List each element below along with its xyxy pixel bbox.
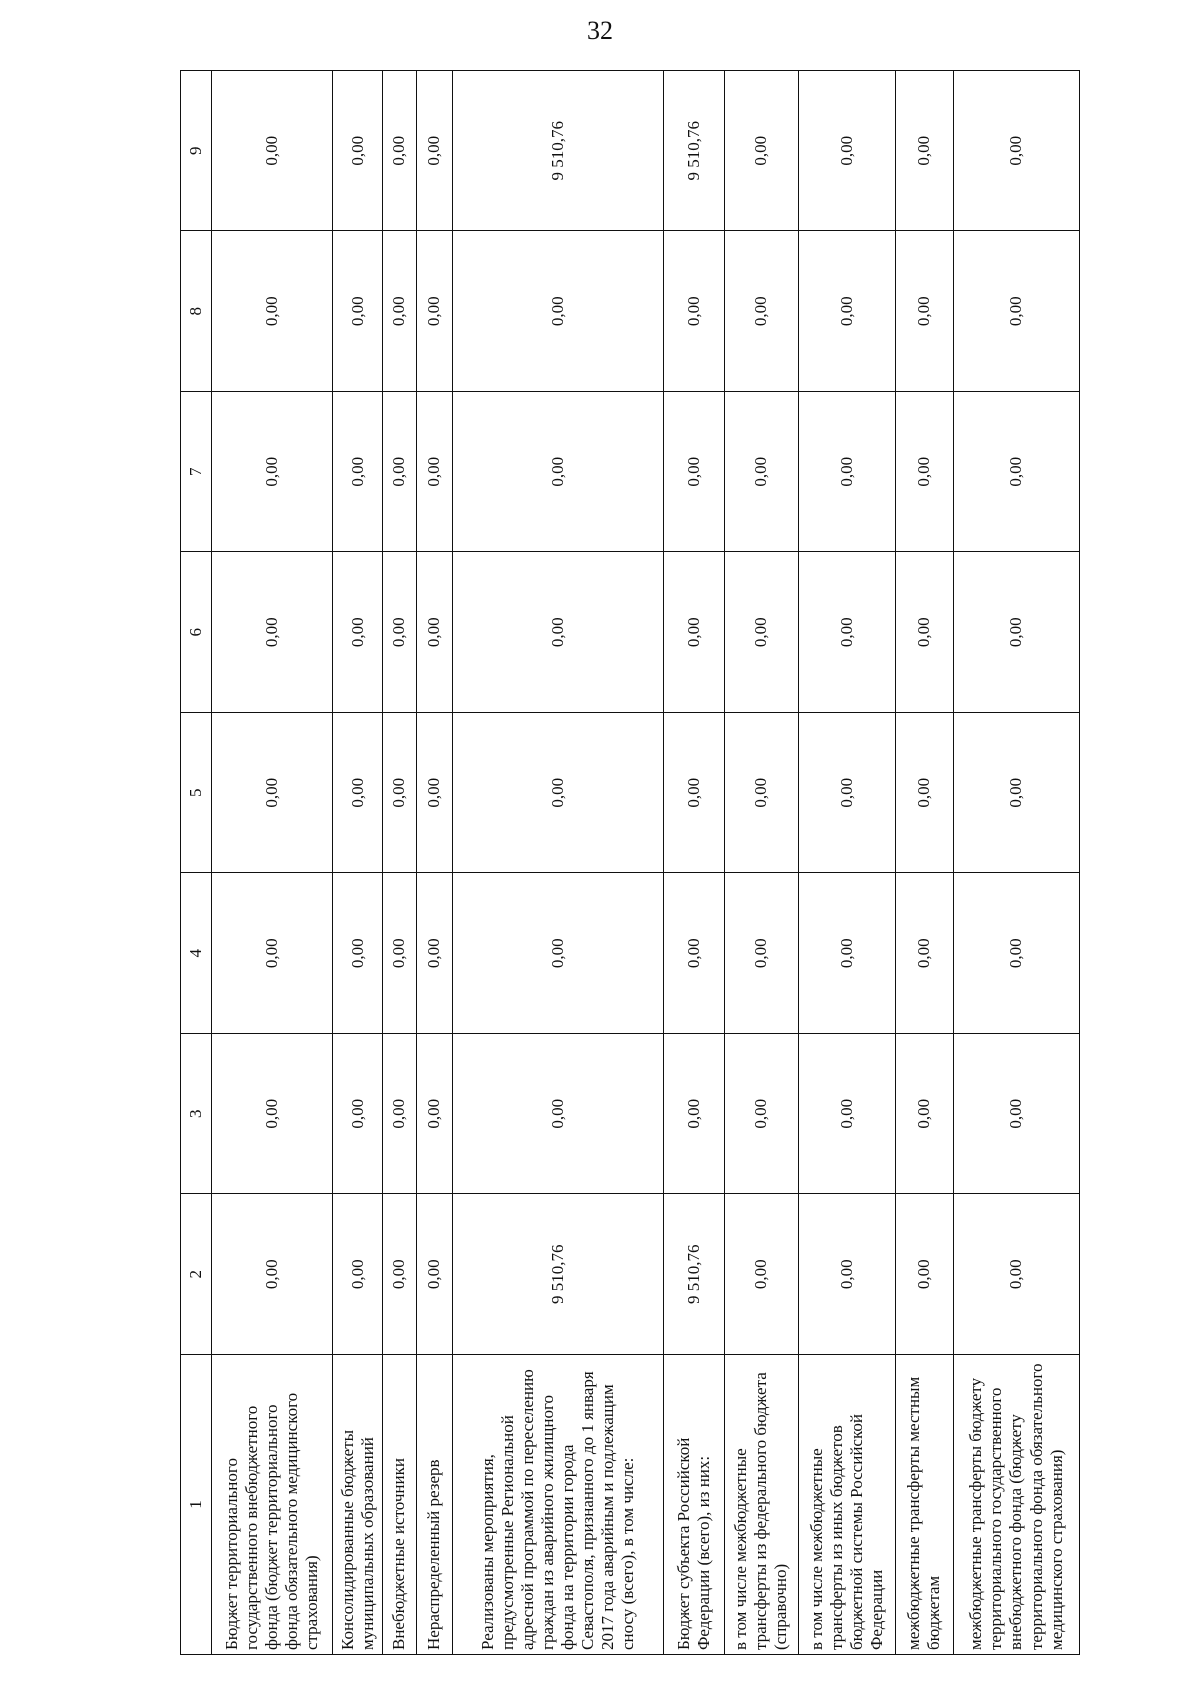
value-cell: 0,00 [333, 1194, 382, 1355]
value-cell: 0,00 [333, 231, 382, 392]
value-cell: 0,00 [798, 1194, 895, 1355]
value-cell: 0,00 [895, 1194, 953, 1355]
value-cell: 0,00 [954, 231, 1080, 392]
value-cell: 0,00 [416, 1034, 452, 1195]
budget-table [180, 70, 1080, 1655]
value-cell: 0,00 [333, 71, 382, 232]
value-cell: 0,00 [382, 231, 416, 392]
value-cell: 0,00 [212, 231, 333, 392]
value-cell: 0,00 [954, 71, 1080, 232]
value-cell: 0,00 [895, 552, 953, 713]
value-cell: 0,00 [895, 71, 953, 232]
value-cell: 0,00 [333, 552, 382, 713]
value-cell: 0,00 [416, 713, 452, 874]
value-cell: 0,00 [724, 1194, 798, 1355]
column-header: 6 [181, 552, 212, 713]
value-cell: 0,00 [333, 1034, 382, 1195]
value-cell: 0,00 [416, 552, 452, 713]
value-cell: 0,00 [663, 231, 724, 392]
row-label: Внебюджетные источники [382, 1355, 416, 1655]
column-header: 5 [181, 713, 212, 874]
value-cell: 0,00 [212, 1034, 333, 1195]
row-label: Нераспределенный резерв [416, 1355, 452, 1655]
row-label: Бюджет субъекта Российской Федерации (всего), из них: [663, 1355, 724, 1655]
table-row [724, 71, 798, 1655]
value-cell: 0,00 [382, 71, 416, 232]
column-header: 9 [181, 71, 212, 232]
value-cell: 0,00 [895, 392, 953, 553]
value-cell: 0,00 [724, 231, 798, 392]
value-cell: 0,00 [895, 231, 953, 392]
value-cell: 0,00 [798, 71, 895, 232]
column-header: 3 [181, 1034, 212, 1195]
value-cell: 0,00 [212, 552, 333, 713]
value-cell: 0,00 [452, 392, 663, 553]
value-cell: 0,00 [333, 713, 382, 874]
value-cell: 0,00 [212, 713, 333, 874]
column-header: 1 [181, 1355, 212, 1655]
value-cell: 0,00 [212, 1194, 333, 1355]
value-cell: 0,00 [452, 873, 663, 1034]
column-header: 7 [181, 392, 212, 553]
value-cell: 0,00 [212, 392, 333, 553]
value-cell: 0,00 [954, 713, 1080, 874]
value-cell: 0,00 [954, 392, 1080, 553]
value-cell: 0,00 [954, 552, 1080, 713]
value-cell: 0,00 [798, 392, 895, 553]
value-cell: 0,00 [724, 392, 798, 553]
value-cell: 0,00 [663, 1034, 724, 1195]
value-cell: 0,00 [416, 392, 452, 553]
value-cell: 0,00 [333, 392, 382, 553]
value-cell: 9 510,76 [452, 1194, 663, 1355]
value-cell: 0,00 [663, 713, 724, 874]
value-cell: 0,00 [382, 392, 416, 553]
value-cell: 0,00 [798, 713, 895, 874]
value-cell: 0,00 [416, 873, 452, 1034]
column-header: 8 [181, 231, 212, 392]
value-cell: 0,00 [663, 392, 724, 553]
value-cell: 0,00 [798, 1034, 895, 1195]
value-cell: 0,00 [895, 1034, 953, 1195]
value-cell: 0,00 [954, 1034, 1080, 1195]
value-cell: 0,00 [954, 873, 1080, 1034]
value-cell: 0,00 [452, 1034, 663, 1195]
value-cell: 0,00 [212, 71, 333, 232]
value-cell: 9 510,76 [663, 1194, 724, 1355]
value-cell: 0,00 [382, 552, 416, 713]
table-body [212, 71, 1080, 1655]
row-label: межбюджетные трансферты бюджету территориального государственного внебюджетного фонда (бюджету территориального фонда обязательного медицинского страхования) [954, 1355, 1080, 1655]
value-cell: 9 510,76 [452, 71, 663, 232]
row-label: в том числе межбюджетные трансферты из федерального бюджета (справочно) [724, 1355, 798, 1655]
value-cell: 0,00 [452, 231, 663, 392]
value-cell: 0,00 [382, 1194, 416, 1355]
value-cell: 0,00 [663, 552, 724, 713]
value-cell: 0,00 [798, 873, 895, 1034]
value-cell: 0,00 [382, 873, 416, 1034]
table-header-row [181, 71, 212, 1655]
value-cell: 0,00 [416, 71, 452, 232]
rotated-table-container [180, 71, 1080, 1655]
value-cell: 0,00 [416, 1194, 452, 1355]
value-cell: 0,00 [663, 873, 724, 1034]
value-cell: 0,00 [895, 713, 953, 874]
value-cell: 0,00 [724, 552, 798, 713]
table-row [416, 71, 452, 1655]
table-row [382, 71, 416, 1655]
value-cell: 0,00 [382, 1034, 416, 1195]
value-cell: 0,00 [724, 873, 798, 1034]
table-row [954, 71, 1080, 1655]
row-label: Реализованы мероприятия, предусмотренные Региональной адресной программой по переселению граждан из аварийного жилищного фонда на территории города Севастополя, признанного до 1 января 2017 года аварийным и подлежащим сносу (всего), в том числе: [452, 1355, 663, 1655]
value-cell: 0,00 [724, 1034, 798, 1195]
table-row [663, 71, 724, 1655]
value-cell: 9 510,76 [663, 71, 724, 232]
value-cell: 0,00 [954, 1194, 1080, 1355]
table-row [895, 71, 953, 1655]
value-cell: 0,00 [724, 71, 798, 232]
value-cell: 0,00 [452, 713, 663, 874]
table-row [798, 71, 895, 1655]
value-cell: 0,00 [895, 873, 953, 1034]
table-row [212, 71, 333, 1655]
value-cell: 0,00 [212, 873, 333, 1034]
value-cell: 0,00 [798, 231, 895, 392]
value-cell: 0,00 [416, 231, 452, 392]
row-label: Консолидированные бюджеты муниципальных образований [333, 1355, 382, 1655]
value-cell: 0,00 [333, 873, 382, 1034]
column-header: 2 [181, 1194, 212, 1355]
value-cell: 0,00 [452, 552, 663, 713]
page-number: 32 [587, 16, 613, 45]
table-row [452, 71, 663, 1655]
row-label: в том числе межбюджетные трансферты из иных бюджетов бюджетной системы Российской Федерации [798, 1355, 895, 1655]
row-label: межбюджетные трансферты местным бюджетам [895, 1355, 953, 1655]
row-label: Бюджет территориального государственного внебюджетного фонда (бюджет территориального фонда обязательного медицинского страхования) [212, 1355, 333, 1655]
value-cell: 0,00 [382, 713, 416, 874]
table-row [333, 71, 382, 1655]
value-cell: 0,00 [724, 713, 798, 874]
column-header: 4 [181, 873, 212, 1034]
value-cell: 0,00 [798, 552, 895, 713]
